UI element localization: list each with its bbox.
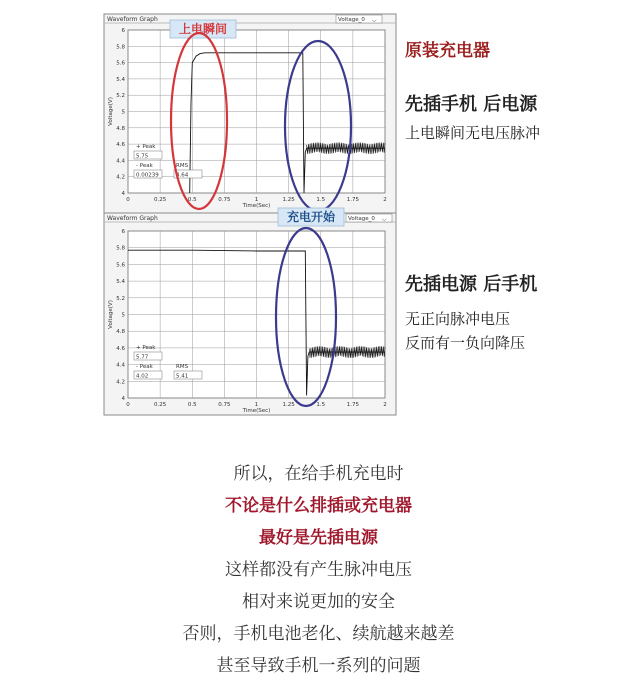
- peak-pos-label: + Peak: [136, 345, 156, 351]
- x-tick-label: 0.75: [218, 197, 231, 203]
- x-tick-label: 0: [126, 197, 130, 203]
- x-tick-label: 0.25: [154, 402, 167, 408]
- y-tick-label: 4.8: [116, 329, 125, 336]
- x-tick-label: 2: [383, 197, 387, 203]
- x-tick-label: 0.5: [187, 402, 197, 408]
- voltage-selector-label: Voltage_0: [338, 17, 365, 23]
- callout-tag-label: 充电开始: [286, 210, 336, 224]
- x-tick-label: 1.75: [346, 402, 359, 408]
- y-tick-label: 4.4: [116, 362, 125, 369]
- y-tick-label: 5.4: [116, 279, 125, 286]
- case2-heading: 先插电源 后手机: [405, 274, 538, 295]
- y-tick-label: 5.2: [116, 295, 125, 302]
- callout-tag-label: 上电瞬间: [178, 22, 228, 36]
- conclusion-line-5: 相对来说更加的安全: [242, 592, 395, 612]
- y-tick-label: 4: [121, 191, 125, 197]
- y-tick-label: 4.2: [116, 174, 125, 181]
- rms-label: RMS: [176, 163, 189, 169]
- rms-label: RMS: [176, 364, 189, 370]
- x-tick-label: 1.25: [282, 197, 295, 203]
- x-tick-label: 2: [383, 402, 387, 408]
- conclusion-line-1: 所以，在给手机充电时: [233, 464, 404, 484]
- y-tick-label: 4.4: [116, 158, 125, 165]
- case1-heading: 先插手机 后电源: [405, 94, 538, 115]
- peak-neg-label: - Peak: [136, 364, 153, 370]
- x-tick-label: 1.25: [282, 402, 295, 408]
- rms-value: 4.64: [176, 172, 189, 179]
- x-tick-label: 1: [254, 197, 259, 203]
- y-tick-label: 4.6: [116, 345, 125, 352]
- conclusion-line-3: 最好是先插电源: [259, 528, 378, 548]
- x-tick-label: 0.75: [218, 402, 231, 408]
- x-tick-label: 1.5: [316, 402, 326, 408]
- y-tick-label: 4: [121, 396, 125, 402]
- y-tick-label: 6: [121, 229, 125, 235]
- conclusion-line-7: 甚至导致手机一系列的问题: [216, 656, 421, 676]
- charger-title: 原装充电器: [405, 41, 490, 61]
- case2-note-line2: 反而有一负向降压: [405, 334, 526, 352]
- case2-note-line1: 无正向脉冲电压: [405, 310, 511, 328]
- y-tick-label: 5: [121, 109, 125, 116]
- conclusion-line-2: 不论是什么排插或充电器: [225, 496, 412, 516]
- y-axis-label: Voltage(V): [108, 300, 114, 329]
- y-axis-label: Voltage(V): [108, 97, 114, 126]
- chevron-down-icon: ⌵: [382, 216, 387, 223]
- conclusion-block: [0, 458, 637, 682]
- x-axis-label: Time(Sec): [242, 408, 271, 414]
- y-tick-label: 5.6: [116, 60, 125, 67]
- x-tick-label: 0.5: [187, 197, 197, 203]
- peak-neg-label: - Peak: [136, 163, 153, 169]
- y-tick-label: 5.8: [116, 44, 125, 51]
- conclusion-line-6: 否则，手机电池老化、续航越来越差: [182, 624, 455, 644]
- y-tick-label: 5.4: [116, 76, 125, 83]
- y-tick-label: 5.6: [116, 262, 125, 269]
- window-title: Waveform Graph: [107, 16, 158, 23]
- x-axis-label: Time(Sec): [242, 203, 271, 209]
- y-tick-label: 4.8: [116, 125, 125, 132]
- peak-neg-value: 0.00239: [136, 172, 159, 179]
- x-tick-label: 0: [126, 402, 130, 408]
- waveform-graph-top: [104, 14, 396, 215]
- voltage-selector-label: Voltage_0: [348, 216, 375, 222]
- peak-pos-value: 5.77: [136, 354, 149, 361]
- rms-value: 5.41: [176, 373, 189, 380]
- waveform-graph-bottom: [104, 208, 396, 415]
- y-tick-label: 5: [121, 312, 125, 319]
- peak-neg-value: 4.02: [136, 373, 149, 380]
- y-tick-label: 4.6: [116, 142, 125, 149]
- peak-pos-label: + Peak: [136, 144, 156, 150]
- y-tick-label: 5.2: [116, 93, 125, 100]
- x-tick-label: 0.25: [154, 197, 167, 203]
- chevron-down-icon: ⌵: [372, 17, 377, 24]
- window-title: Waveform Graph: [107, 215, 158, 222]
- y-tick-label: 6: [121, 28, 125, 34]
- conclusion-line-4: 这样都没有产生脉冲电压: [225, 560, 412, 580]
- x-tick-label: 1: [254, 402, 259, 408]
- x-tick-label: 1.5: [316, 197, 326, 203]
- y-tick-label: 5.8: [116, 245, 125, 252]
- peak-pos-value: 5.75: [136, 153, 149, 160]
- case1-note: 上电瞬间无电压脉冲: [405, 124, 541, 142]
- y-tick-label: 4.2: [116, 379, 125, 386]
- x-tick-label: 1.75: [346, 197, 359, 203]
- case2-note: [405, 307, 525, 355]
